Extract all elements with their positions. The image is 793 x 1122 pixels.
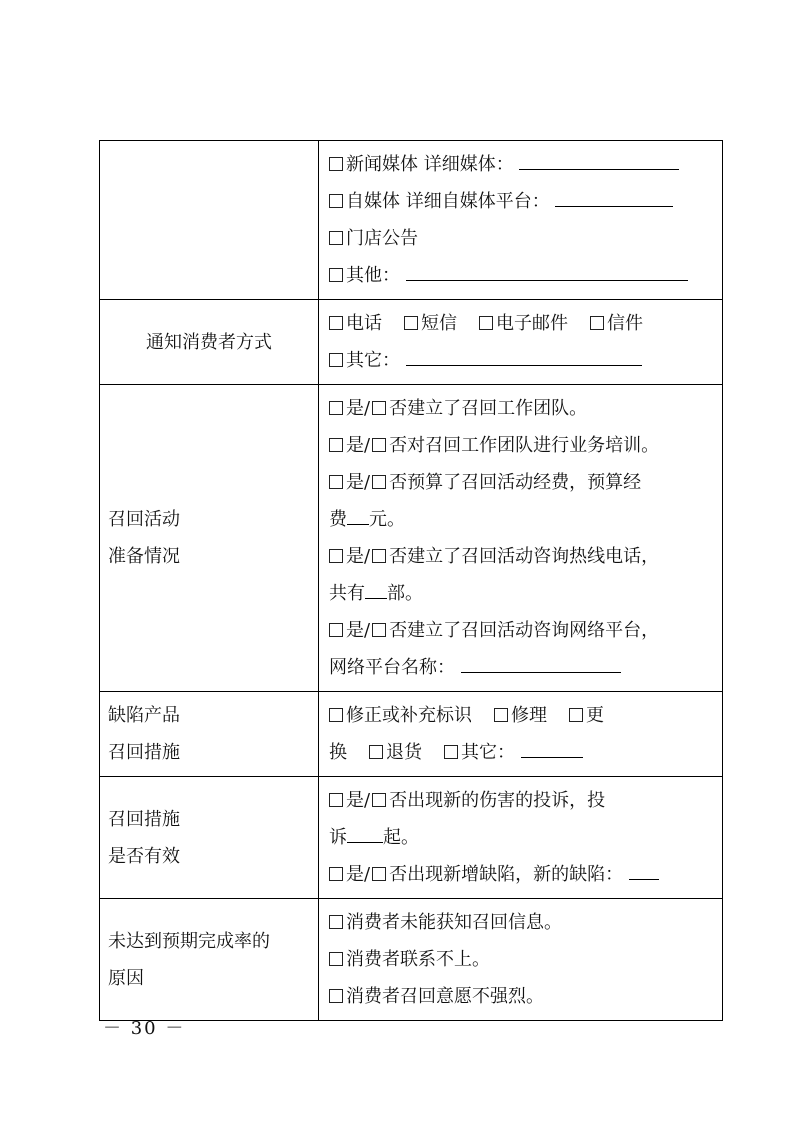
options-cell-measures: 修正或补充标识 修理 更 换 退货 其它： [319,692,723,777]
complaints-count-blank[interactable] [347,828,383,843]
checkbox-no[interactable] [372,793,386,807]
checkbox-notify-other[interactable] [329,353,343,367]
prep-item-team: 建立了召回工作团队。 [407,398,588,419]
option-replace: 更 [586,705,604,726]
checkbox-yes[interactable] [329,475,343,489]
checkbox-self-media[interactable] [329,194,343,208]
checkbox-low-willingness[interactable] [329,989,343,1003]
checkbox-return[interactable] [369,745,383,759]
checkbox-yes[interactable] [329,401,343,415]
reason-unreachable: 消费者联系不上。 [346,949,490,970]
effect-item-complaints: 出现新的伤害的投诉，投 [407,790,606,811]
checkbox-no[interactable] [372,438,386,452]
option-return: 退货 [386,742,422,763]
label-measures-line2: 召回措施 [108,742,180,763]
checkbox-yes[interactable] [329,623,343,637]
label-preparation-line1: 召回活动 [108,509,180,530]
label-reasons [100,899,319,1021]
reason-not-informed: 消费者未能获知召回信息。 [346,912,562,933]
platform-name-blank[interactable] [461,658,621,673]
checkbox-no[interactable] [372,867,386,881]
checkbox-email[interactable] [479,316,493,330]
checkbox-no[interactable] [372,549,386,563]
option-self-detail: 详细自媒体平台： [405,191,550,212]
row-media [100,141,723,300]
new-defect-blank[interactable] [629,865,659,880]
label-effectiveness [100,777,319,899]
row-measures [100,692,723,777]
checkbox-correct-label[interactable] [329,708,343,722]
notify-other-blank[interactable] [406,351,642,366]
hotline-count-blank[interactable] [365,584,387,599]
option-sms: 短信 [421,313,457,334]
checkbox-other-media[interactable] [329,268,343,282]
checkbox-yes[interactable] [329,549,343,563]
label-cell-empty [100,141,319,300]
checkbox-letter[interactable] [590,316,604,330]
checkbox-yes[interactable] [329,867,343,881]
checkbox-measure-other[interactable] [444,745,458,759]
label-notify: 通知消费者方式 [100,300,319,385]
option-self-media: 自媒体 [346,191,400,212]
options-cell-effectiveness: 是/ 否出现新的伤害的投诉，投 诉 起。 是/ 否出现新增缺陷，新的缺陷： [319,777,723,899]
label-preparation [100,385,319,692]
options-cell-media [319,141,723,300]
row-notify [100,300,723,385]
option-other-media: 其他： [346,265,400,286]
label-effectiveness-line2: 是否有效 [108,845,180,867]
option-news-detail: 详细媒体： [423,154,514,175]
checkbox-not-informed[interactable] [329,915,343,929]
checkbox-repair[interactable] [494,708,508,722]
label-preparation-line2: 准备情况 [108,546,180,567]
self-media-blank[interactable] [555,192,673,207]
reason-low-willingness: 消费者召回意愿不强烈。 [346,986,544,1007]
options-cell-reasons [319,899,723,1021]
option-repair: 修理 [511,705,547,726]
checkbox-no[interactable] [372,401,386,415]
prep-item-hotline: 建立了召回活动咨询热线电话， [407,546,660,567]
option-letter: 信件 [607,313,643,334]
label-reasons-line2: 原因 [108,967,144,989]
checkbox-yes[interactable] [329,793,343,807]
checkbox-unreachable[interactable] [329,952,343,966]
option-correct-label: 修正或补充标识 [346,705,472,726]
checkbox-store-notice[interactable] [329,231,343,245]
budget-blank[interactable] [347,510,369,525]
option-notify-other: 其它： [346,350,400,371]
page-number: － 30 － [103,1018,186,1039]
option-store-notice: 门店公告 [346,228,418,249]
effect-item-new-defect: 出现新增缺陷，新的缺陷： [407,864,624,885]
option-email: 电子邮件 [496,313,568,334]
label-effectiveness-line1: 召回措施 [108,808,180,830]
checkbox-phone[interactable] [329,316,343,330]
label-measures-line1: 缺陷产品 [108,705,180,726]
row-effectiveness [100,777,723,899]
news-media-blank[interactable] [519,155,679,170]
other-media-blank[interactable] [406,266,688,281]
options-cell-notify [319,300,723,385]
option-measure-other: 其它： [461,742,515,763]
label-measures [100,692,319,777]
checkbox-no[interactable] [372,475,386,489]
measure-other-blank[interactable] [521,743,583,758]
label-reasons-line1: 未达到预期完成率的 [108,930,270,952]
prep-item-online: 建立了召回活动咨询网络平台， [407,620,660,641]
option-news-media: 新闻媒体 [346,154,418,175]
checkbox-news-media[interactable] [329,157,343,171]
row-reasons [100,899,723,1021]
checkbox-sms[interactable] [404,316,418,330]
checkbox-yes[interactable] [329,438,343,452]
checkbox-no[interactable] [372,623,386,637]
option-phone: 电话 [346,313,382,334]
recall-form-table [99,140,723,1021]
row-preparation [100,385,723,692]
prep-item-budget: 预算了召回活动经费，预算经 [407,472,642,493]
checkbox-replace[interactable] [569,708,583,722]
prep-item-training: 对召回工作团队进行业务培训。 [407,435,660,456]
options-cell-preparation: 是/ 否建立了召回工作团队。 是/ 否对召回工作团队进行业务培训。 是/ 否预算了召回活动经费，预算经 费 元。 是/ 否建立了召回活动咨询热线电话， 共有 部。 是/ 否建立了召回活动咨询网络平台， 网络平台名称： [319,385,723,692]
